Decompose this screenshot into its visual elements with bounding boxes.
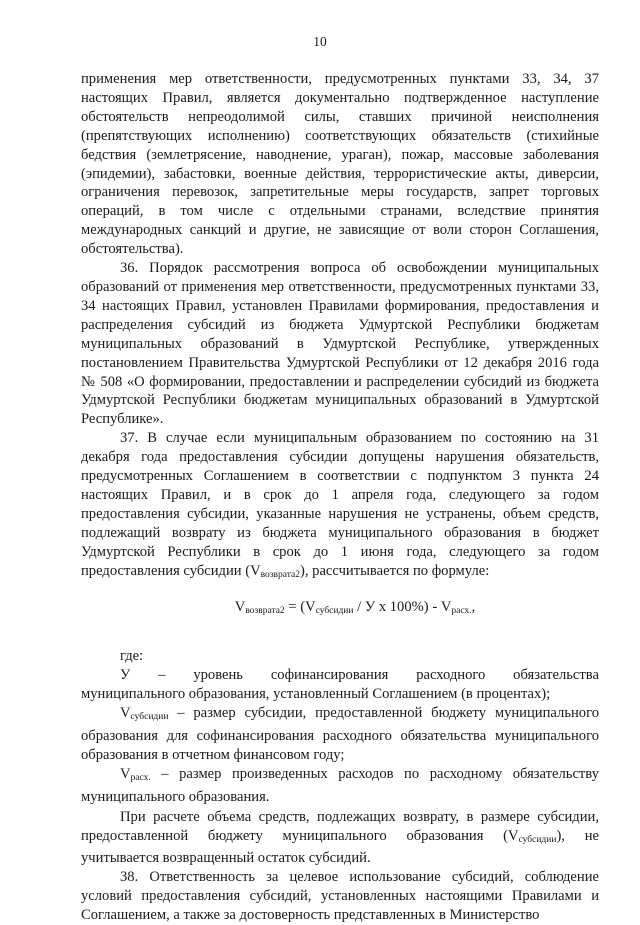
paragraph-35-continuation: применения мер ответственности, предусмотренных пунктами 33, 34, 37 настоящих Правил, является документально подтвержденное наступление обстоятельств непреодолимой силы, ставших причиной неисполнения (препятствующих исполнению) соответствующих обязательств (стихийные бедствия (землетрясение, наводнение, ураган), пожар, массовые заболевания (эпидемии), забастовки, военные действия, террористические акты, диверсии, ограничения перевозок, запретительные меры государств, запрет торговых операций, в том числе с отдельными странами, вследствие принятия международных санкций и другие, не зависящие от воли сторон Соглашения, обстоятельства). [81,71,599,258]
definition-u-word: расходного [416,667,486,684]
formula-sub-exp: расх. [451,606,472,617]
definition-u-continuation: муниципального образования, установленный Соглашением (в процентах); [81,686,551,703]
subscript-subsidy: субсидии [130,712,169,723]
definition-v-expenses [81,765,599,807]
paragraph-calculation-end: ), не учитывается возвращенный остаток субсидий. [81,827,599,867]
definition-u-word: уровень [193,667,243,684]
paragraph-37-end: ), рассчитывается по формуле: [300,562,490,579]
subscript-subsidy: субсидии [518,834,557,845]
formula-eq: = (V [284,599,316,616]
paragraph-calculation [81,808,599,869]
formula-mid: / У x 100%) - V [353,599,452,616]
definition-u-word: обязательства [513,667,599,684]
document-body [81,70,599,925]
definition-u-word: софинансирования [270,667,389,684]
definition-u-symbol: У [120,667,131,684]
subscript-return: возврата2 [260,569,300,580]
definition-v-subsidy [81,704,599,765]
formula-sub-subsidy: субсидии [315,606,354,617]
definition-v-subsidy-text: – размер субсидии, предоставленной бюджету муниципального образования для софинансирования расходного обязательства муниципального образования в отчетном финансовом году; [81,705,599,763]
symbol-v: V [120,705,131,722]
paragraph-37-text: 37. В случае если муниципальным образованием по состоянию на 31 декабря года предоставления субсидии допущены нарушения обязательств, предусмотренных Соглашением в соответствии с подпунктом 3 пункта 24 настоящих Правил, и в срок до 1 апреля года, следующего за годом предоставления субсидии, указанные нарушения не устранены, объем средств, подлежащий возврату из бюджета муниципального образования в бюджет Удмуртской Республики в срок до 1 июня года, следующего за годом предоставления субсидии (V [81,430,599,579]
paragraph-36: 36. Порядок рассмотрения вопроса об освобождении муниципальных образований от применения мер ответственности, предусмотренных пунктами 33, 34 настоящих Правил, установлен Правилами формирования, предоставления и распределения субсидий из бюджета Удмуртской Республики бюджетам муниципальных образований в Удмуртской Республике, утвержденных постановлением Правительства Удмуртской Республики от 12 декабря 2016 года № 508 «О формировании, предоставлении и распределении субсидий из бюджета Удмуртской Республики бюджетам муниципальных образований в Удмуртской Республике». [81,260,599,428]
formula [111,598,599,621]
paragraph-calculation-text: При расчете объема средств, подлежащих возврату, в размере субсидии, предоставленной бюджету муниципального образования (V [81,808,599,844]
symbol-v: V [120,765,131,782]
where-label: где: [120,648,144,665]
subscript-expenses: расх. [130,772,151,783]
page-number: 10 [313,34,327,49]
paragraph-38: 38. Ответственность за целевое использование субсидий, соблюдение условий предоставления субсидий, установленных настоящими Правилами и Соглашением, а также за достоверность представленных в Министерство [81,869,599,924]
formula-end: , [471,599,476,616]
paragraph-37 [81,429,599,584]
definition-u-line [81,666,599,685]
formula-v: V [234,599,246,616]
definition-v-expenses-text: – размер произведенных расходов по расходному обязательству муниципального образования. [81,765,599,805]
definition-u-dash: – [158,667,166,684]
formula-sub-return: возврата2 [245,606,285,617]
